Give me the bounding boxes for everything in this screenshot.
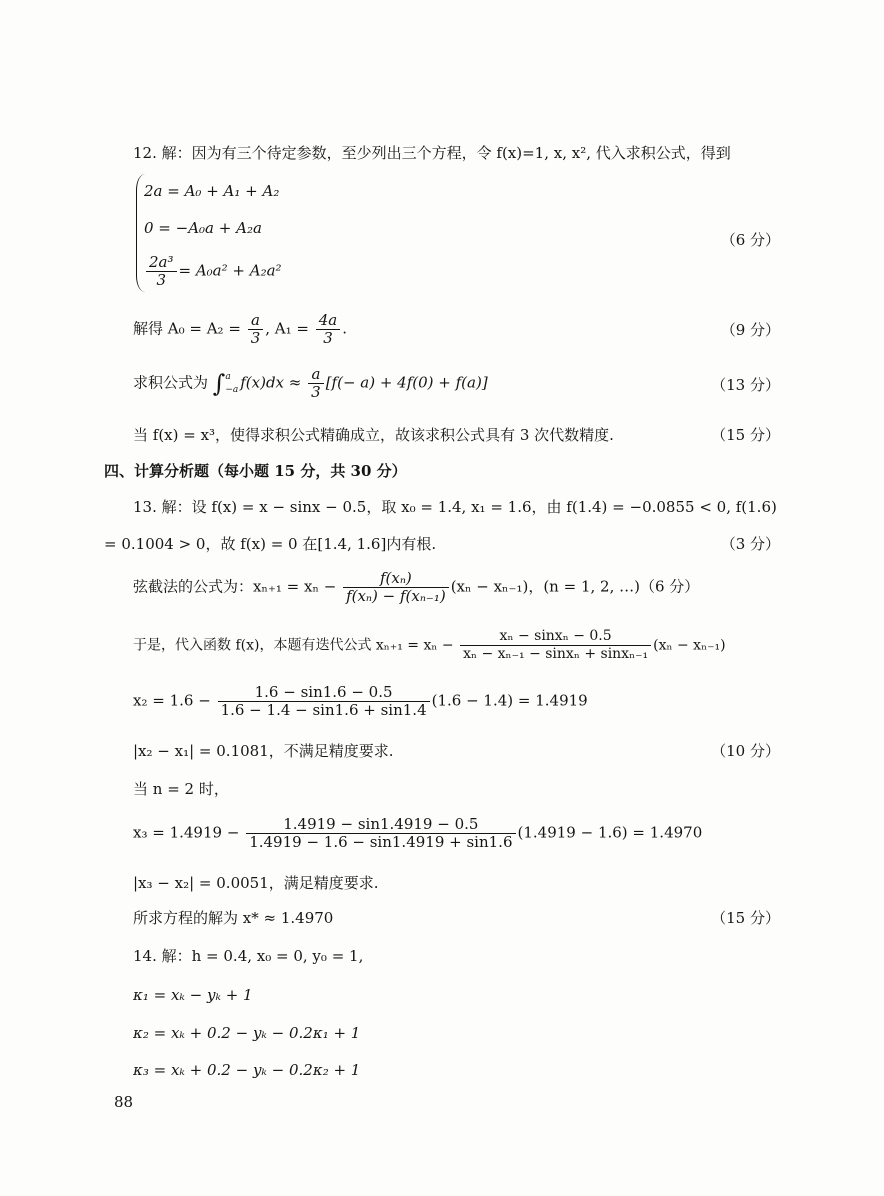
q12-formula bbox=[133, 366, 488, 401]
fraction-denominator: xₙ − xₙ₋₁ − sinxₙ + sinxₙ₋₁ bbox=[463, 646, 649, 662]
q12-solution-end: . bbox=[342, 319, 348, 338]
q12-solution-prefix: 解得 A₀ = A₂ = bbox=[133, 319, 241, 338]
q12-solution bbox=[133, 312, 347, 347]
fraction-denominator: 3 bbox=[323, 329, 333, 347]
q12-eq3 bbox=[144, 254, 282, 289]
q13-answer: 所求方程的解为 x* ≈ 1.4970 bbox=[133, 909, 334, 927]
fraction-numerator: xₙ − sinxₙ − 0.5 bbox=[460, 628, 651, 646]
q12-conclusion: 当 f(x) = x³，使得求积公式精确成立，故该求积公式具有 3 次代数精度. bbox=[133, 426, 614, 444]
q13-secant-frac bbox=[343, 570, 449, 605]
q12-formula-prefix: 求积公式为 bbox=[133, 373, 209, 392]
q12-eq3-rest: = A₀a² + A₂a² bbox=[178, 261, 282, 280]
q13-diff-2: |x₃ − x₂| = 0.0051，满足精度要求. bbox=[133, 874, 379, 892]
q13-x2-frac bbox=[218, 684, 430, 719]
q13-iter-prefix: 于是，代入函数 f(x)，本题有迭代公式 xₙ₊₁ = xₙ − bbox=[133, 637, 454, 654]
q13-x2-prefix: x₂ = 1.6 − bbox=[133, 691, 211, 710]
q13-secant-prefix: 弦截法的公式为：xₙ₊₁ = xₙ − bbox=[133, 577, 337, 596]
q13-secant-rest: (xₙ − xₙ₋₁)，(n = 1, 2, …)（6 分） bbox=[450, 577, 700, 596]
fraction-denominator: 3 bbox=[311, 383, 321, 401]
fraction-denominator: 3 bbox=[250, 329, 261, 347]
q13-x2 bbox=[133, 684, 588, 719]
q12-formula-rest: [f(− a) + 4f(0) + f(a)] bbox=[325, 373, 488, 392]
fraction-denominator: 1.6 − 1.4 − sin1.6 + sin1.4 bbox=[220, 701, 427, 719]
q12-score-3: （13 分） bbox=[711, 376, 780, 394]
q13-iteration-formula bbox=[133, 628, 726, 663]
fraction-numerator: f(xₙ) bbox=[343, 570, 449, 588]
q13-x3-prefix: x₃ = 1.4919 − bbox=[133, 823, 240, 842]
q13-iter-frac bbox=[460, 628, 651, 663]
page-number: 88 bbox=[114, 1093, 134, 1111]
q12-eq2: 0 = −A₀a + A₂a bbox=[144, 219, 262, 237]
q13-x3-rest: (1.4919 − 1.6) = 1.4970 bbox=[517, 823, 703, 842]
q13-score-2: （10 分） bbox=[711, 742, 780, 760]
q12-score-1: （6 分） bbox=[720, 231, 780, 249]
q14-k1: κ₁ = xₖ − yₖ + 1 bbox=[133, 986, 253, 1004]
fraction-numerator: 1.6 − sin1.6 − 0.5 bbox=[218, 684, 430, 702]
integral-lower-limit: −a bbox=[225, 384, 239, 395]
q12-eq3-fraction bbox=[146, 254, 177, 289]
q12-eq1: 2a = A₀ + A₁ + A₂ bbox=[144, 182, 280, 200]
fraction-denominator: 3 bbox=[156, 271, 167, 289]
q13-iter-rest: (xₙ − xₙ₋₁) bbox=[653, 637, 726, 654]
q13-diff-1: |x₂ − x₁| = 0.1081，不满足精度要求. bbox=[133, 742, 394, 760]
section-heading: 四、计算分析题（每小题 15 分，共 30 分） bbox=[104, 462, 407, 480]
fraction-numerator: a bbox=[308, 366, 324, 384]
integral-sign-icon: ∫ bbox=[212, 369, 226, 398]
fraction-numerator: 4a bbox=[316, 312, 341, 330]
q13-secant-formula bbox=[133, 570, 699, 605]
fraction-numerator: 2a³ bbox=[146, 254, 177, 272]
fraction-denominator: 1.4919 − 1.6 − sin1.4919 + sin1.6 bbox=[249, 833, 513, 851]
q13-x3-frac bbox=[246, 816, 515, 851]
q13-x3 bbox=[133, 816, 702, 851]
q12-solution-frac-1 bbox=[248, 312, 264, 347]
q12-score-4: （15 分） bbox=[711, 426, 780, 444]
q13-score-1: （3 分） bbox=[720, 535, 780, 553]
q13-n2: 当 n = 2 时， bbox=[133, 780, 229, 798]
q12-intro: 12. 解：因为有三个待定参数，至少列出三个方程，令 f(x)=1, x, x², 代入求积公式，得到 bbox=[133, 144, 731, 162]
q12-formula-frac bbox=[308, 366, 324, 401]
integral-limits bbox=[225, 371, 238, 397]
fraction-numerator: a bbox=[248, 312, 264, 330]
q13-line-1: 13. 解：设 f(x) = x − sinx − 0.5，取 x₀ = 1.4, x₁ = 1.6，由 f(1.4) = −0.0855 < 0, f(1.6) bbox=[133, 498, 777, 516]
q13-score-3: （15 分） bbox=[711, 909, 780, 927]
q12-solution-mid: , A₁ = bbox=[265, 319, 309, 338]
q12-solution-frac-2 bbox=[316, 312, 341, 347]
q12-formula-body: f(x)dx ≈ bbox=[240, 373, 302, 392]
q14-k2: κ₂ = xₖ + 0.2 − yₖ − 0.2κ₁ + 1 bbox=[133, 1024, 361, 1042]
fraction-numerator: 1.4919 − sin1.4919 − 0.5 bbox=[246, 816, 515, 834]
q13-line-2: = 0.1004 > 0，故 f(x) = 0 在[1.4, 1.6]内有根. bbox=[104, 535, 437, 553]
fraction-denominator: f(xₙ) − f(xₙ₋₁) bbox=[346, 587, 446, 605]
q14-k3: κ₃ = xₖ + 0.2 − yₖ − 0.2κ₂ + 1 bbox=[133, 1061, 361, 1079]
q14-line-1: 14. 解：h = 0.4, x₀ = 0, y₀ = 1, bbox=[133, 947, 364, 965]
q13-x2-rest: (1.6 − 1.4) = 1.4919 bbox=[431, 691, 588, 710]
integral-upper-limit: a bbox=[225, 371, 231, 382]
q12-score-2: （9 分） bbox=[720, 321, 780, 339]
